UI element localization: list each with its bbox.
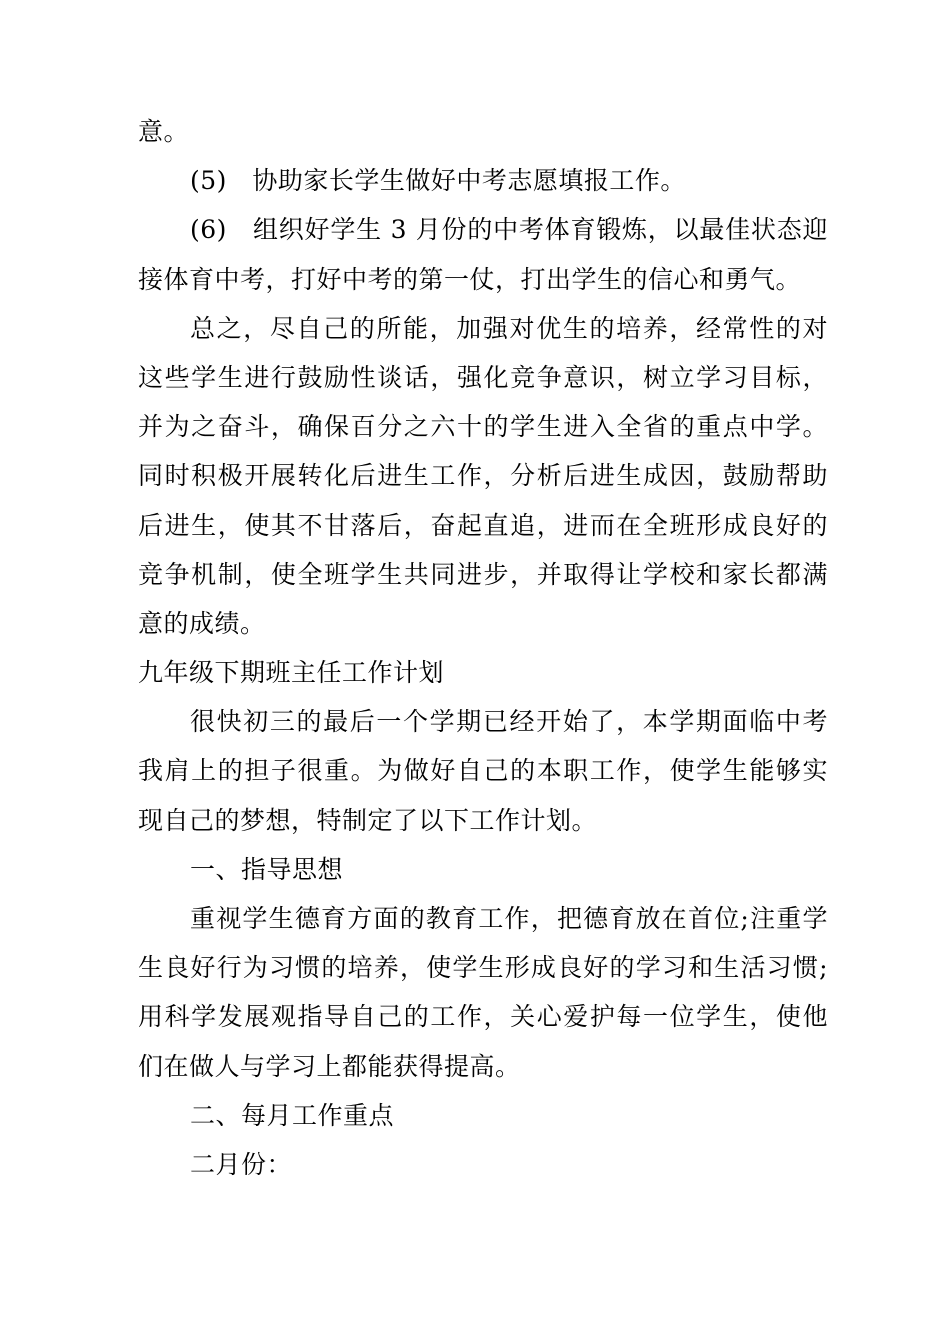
intro-paragraph-line: 我肩上的担子很重。为做好自己的本职工作，使学生能够实: [138, 756, 828, 786]
guiding-paragraph-line: 生良好行为习惯的培养，使学生形成良好的学习和生活习惯;: [138, 953, 828, 983]
text-line: 接体育中考，打好中考的第一仗，打出学生的信心和勇气。: [138, 264, 802, 294]
summary-paragraph-line: 并为之奋斗，确保百分之六十的学生进入全省的重点中学。: [138, 412, 828, 442]
guiding-paragraph-line: 用科学发展观指导自己的工作，关心爱护每一位学生，使他: [138, 1002, 828, 1032]
summary-paragraph-line: 竞争机制，使全班学生共同进步，并取得让学校和家长都满: [138, 559, 828, 589]
intro-paragraph-line: 很快初三的最后一个学期已经开始了，本学期面临中考: [190, 707, 828, 737]
list-item-5: (5) 协助家长学生做好中考志愿填报工作。: [190, 166, 686, 196]
heading-guiding-thought: 一、指导思想: [190, 854, 344, 884]
list-item-6: (6) 组织好学生 3 月份的中考体育锻炼，以最佳状态迎: [190, 215, 828, 245]
summary-paragraph-line: 意的成绩。: [138, 608, 266, 638]
document-body: [138, 107, 828, 1189]
summary-paragraph-line: 同时积极开展转化后进生工作，分析后进生成因，鼓励帮助: [138, 461, 828, 491]
intro-paragraph-line: 现自己的梦想，特制定了以下工作计划。: [138, 805, 598, 835]
text-line: 意。: [138, 117, 190, 146]
heading-monthly-focus: 二、每月工作重点: [190, 1100, 395, 1130]
summary-paragraph-line: 后进生，使其不甘落后，奋起直追，进而在全班形成良好的: [138, 510, 828, 540]
summary-paragraph-line: 总之，尽自己的所能，加强对优生的培养，经常性的对: [190, 313, 828, 343]
section-title: 九年级下期班主任工作计划: [138, 658, 445, 688]
guiding-paragraph-line: 重视学生德育方面的教育工作，把德育放在首位;注重学: [190, 904, 828, 933]
heading-february: 二月份：: [190, 1149, 293, 1179]
guiding-paragraph-line: 们在做人与学习上都能获得提高。: [138, 1051, 521, 1081]
summary-paragraph-line: 这些学生进行鼓励性谈话，强化竞争意识，树立学习目标，: [138, 362, 828, 392]
